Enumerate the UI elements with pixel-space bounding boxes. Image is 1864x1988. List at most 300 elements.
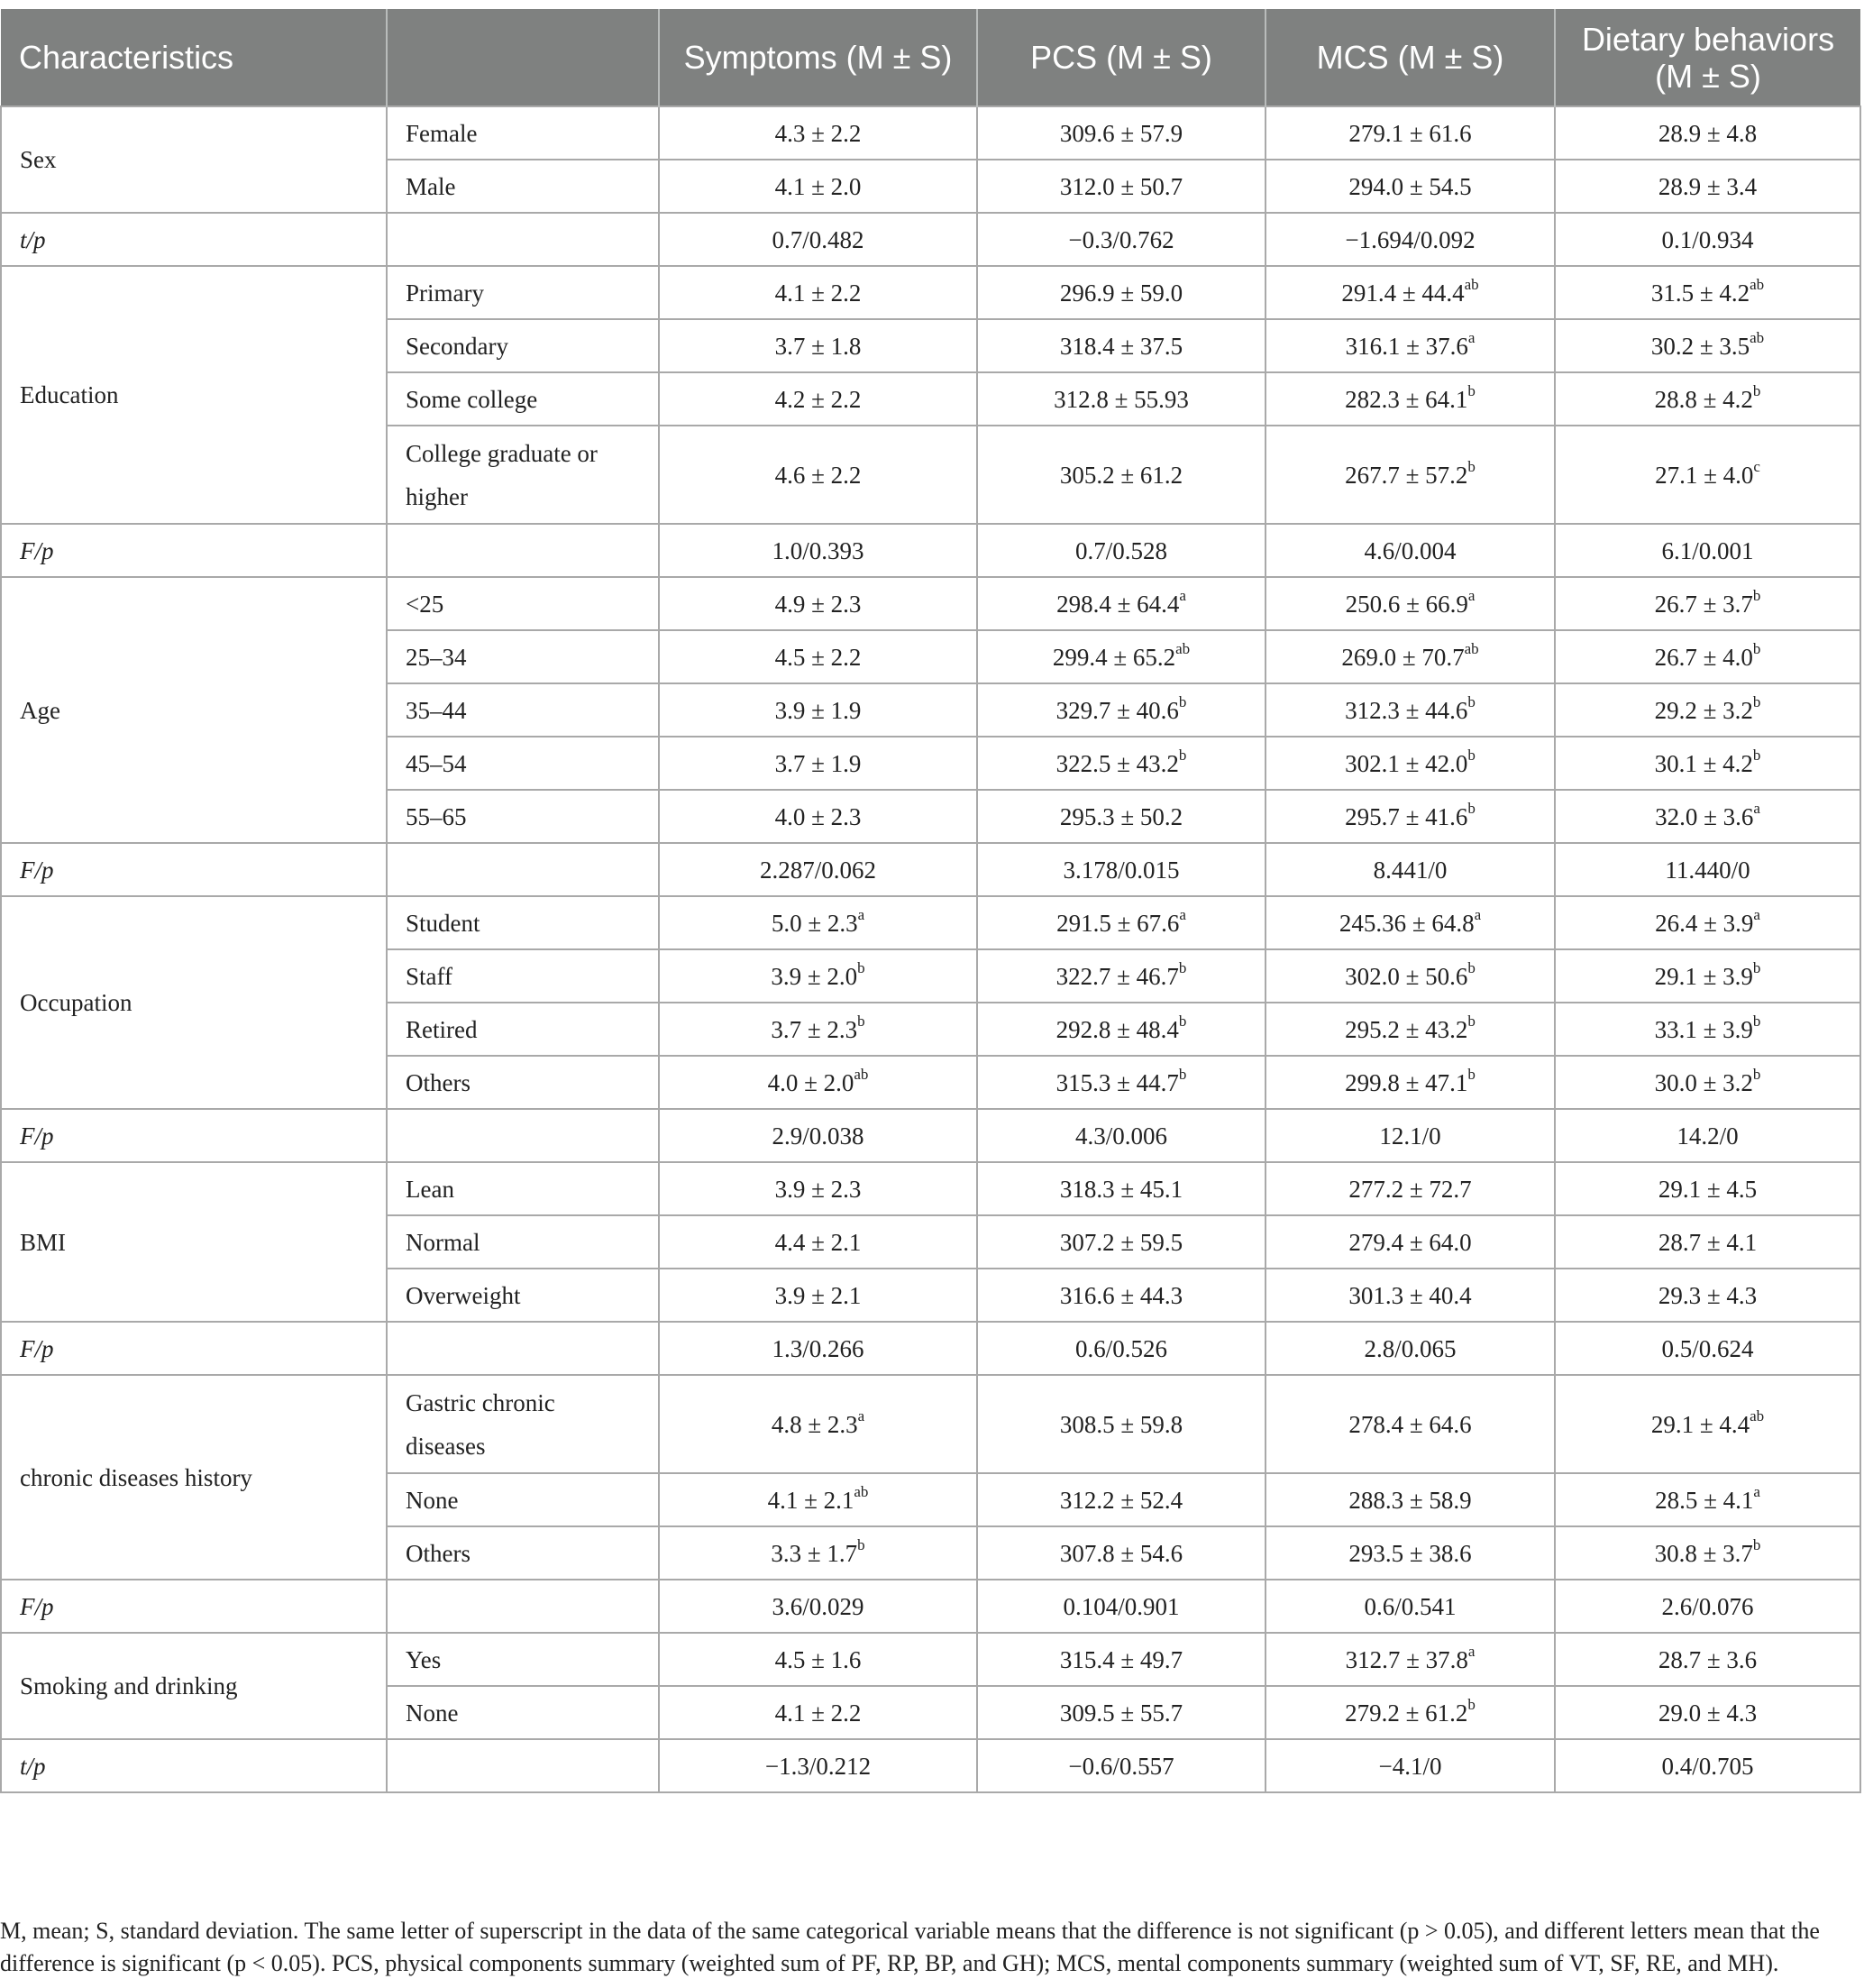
value-text: 28.7 ± 3.6 [1658, 1645, 1758, 1673]
characteristics-table [0, 9, 1861, 1793]
stat-value: 0.1/0.934 [1555, 213, 1860, 266]
value-text: 28.9 ± 3.4 [1658, 172, 1758, 200]
value-cell [977, 1215, 1266, 1269]
subgroup-cell: Staff [387, 949, 659, 1003]
value-text: 302.0 ± 50.6 [1345, 962, 1468, 990]
stat-value: 2.8/0.065 [1266, 1322, 1555, 1375]
value-text: 4.1 ± 2.2 [774, 279, 862, 307]
value-text: 28.9 ± 4.8 [1658, 119, 1758, 147]
empty-cell [387, 213, 659, 266]
significance-letter: b [1178, 958, 1187, 976]
value-cell [977, 683, 1266, 737]
stat-row [1, 1109, 1860, 1162]
value-cell [1555, 1375, 1860, 1473]
value-cell [977, 1269, 1266, 1322]
value-cell [1266, 1269, 1555, 1322]
subgroup-cell: <25 [387, 577, 659, 630]
stat-row [1, 1739, 1860, 1792]
empty-cell [387, 843, 659, 896]
value-text: 26.7 ± 3.7 [1654, 590, 1753, 618]
value-cell [1266, 1215, 1555, 1269]
value-cell [1555, 737, 1860, 790]
value-cell [1555, 630, 1860, 683]
value-cell [1555, 949, 1860, 1003]
value-text: 312.7 ± 37.8 [1345, 1645, 1468, 1673]
value-text: 28.5 ± 4.1 [1655, 1486, 1754, 1514]
significance-letter: b [1752, 1535, 1761, 1553]
subgroup-cell: 45–54 [387, 737, 659, 790]
value-text: 267.7 ± 57.2 [1345, 461, 1468, 489]
stat-value: −1.694/0.092 [1266, 213, 1555, 266]
value-cell [1266, 737, 1555, 790]
header-subgroup [387, 9, 659, 106]
table-row [1, 1162, 1860, 1215]
value-text: 302.1 ± 42.0 [1345, 749, 1468, 777]
stat-label: F/p [1, 524, 387, 577]
stat-value: 1.3/0.266 [659, 1322, 977, 1375]
stat-value: −1.3/0.212 [659, 1739, 977, 1792]
stat-value: 2.287/0.062 [659, 843, 977, 896]
stat-value: 8.441/0 [1266, 843, 1555, 896]
value-text: 29.1 ± 3.9 [1654, 962, 1753, 990]
value-cell [977, 426, 1266, 524]
value-cell [659, 1633, 977, 1686]
stat-value: 3.6/0.029 [659, 1580, 977, 1633]
significance-letter: a [1179, 905, 1186, 923]
subgroup-cell: Student [387, 896, 659, 949]
value-cell [659, 790, 977, 843]
value-cell [1266, 1162, 1555, 1215]
subgroup-cell: Overweight [387, 1269, 659, 1322]
value-text: 28.7 ± 4.1 [1658, 1228, 1758, 1256]
empty-cell [387, 1322, 659, 1375]
value-cell [977, 266, 1266, 319]
value-text: 305.2 ± 61.2 [1059, 461, 1183, 489]
value-cell [1266, 1526, 1555, 1580]
value-text: 29.2 ± 3.2 [1654, 696, 1753, 724]
value-text: 309.6 ± 57.9 [1059, 119, 1183, 147]
subgroup-cell: Normal [387, 1215, 659, 1269]
value-text: 295.3 ± 50.2 [1059, 802, 1183, 830]
value-cell [659, 737, 977, 790]
value-cell [1555, 160, 1860, 213]
value-cell [659, 1056, 977, 1109]
significance-letter: b [1752, 586, 1761, 604]
value-cell [1555, 683, 1860, 737]
stat-value: −4.1/0 [1266, 1739, 1555, 1792]
significance-letter: b [1752, 958, 1761, 976]
value-text: 4.1 ± 2.2 [774, 1699, 862, 1727]
value-cell [659, 683, 977, 737]
significance-letter: ab [1464, 275, 1479, 293]
subgroup-cell: Others [387, 1056, 659, 1109]
value-text: 4.3 ± 2.2 [774, 119, 862, 147]
value-cell [1555, 577, 1860, 630]
significance-letter: c [1753, 457, 1760, 475]
value-cell [659, 577, 977, 630]
significance-letter: ab [1750, 1406, 1765, 1425]
value-cell [659, 1215, 977, 1269]
value-text: 26.7 ± 4.0 [1654, 643, 1753, 671]
value-text: 3.3 ± 1.7 [771, 1539, 858, 1567]
value-text: 295.7 ± 41.6 [1345, 802, 1468, 830]
subgroup-cell: Yes [387, 1633, 659, 1686]
table-row [1, 106, 1860, 160]
stat-row [1, 1322, 1860, 1375]
subgroup-cell: Others [387, 1526, 659, 1580]
significance-letter: b [1467, 799, 1476, 817]
table-body [1, 106, 1860, 1792]
value-text: 278.4 ± 64.6 [1348, 1410, 1472, 1438]
value-text: 4.6 ± 2.2 [774, 461, 862, 489]
value-text: 312.3 ± 44.6 [1345, 696, 1468, 724]
value-cell [659, 1269, 977, 1322]
empty-cell [387, 1580, 659, 1633]
value-text: 4.5 ± 2.2 [774, 643, 862, 671]
value-text: 279.4 ± 64.0 [1348, 1228, 1472, 1256]
value-cell [659, 1526, 977, 1580]
stat-value: 6.1/0.001 [1555, 524, 1860, 577]
stat-label: F/p [1, 1322, 387, 1375]
value-cell [659, 106, 977, 160]
empty-cell [387, 524, 659, 577]
value-text: 4.1 ± 2.0 [774, 172, 862, 200]
value-cell [1555, 1003, 1860, 1056]
value-cell [977, 160, 1266, 213]
subgroup-cell: None [387, 1686, 659, 1739]
subgroup-cell: 25–34 [387, 630, 659, 683]
value-text: 296.9 ± 59.0 [1059, 279, 1183, 307]
value-cell [1555, 1686, 1860, 1739]
value-cell [1266, 106, 1555, 160]
value-text: 298.4 ± 64.4 [1056, 590, 1180, 618]
category-cell: Age [1, 577, 387, 843]
value-text: 307.2 ± 59.5 [1059, 1228, 1183, 1256]
header-symptoms: Symptoms (M ± S) [659, 9, 977, 106]
value-text: 26.4 ± 3.9 [1655, 909, 1754, 937]
significance-letter: b [1752, 1012, 1761, 1030]
value-text: 4.8 ± 2.3 [771, 1410, 858, 1438]
stat-value: 12.1/0 [1266, 1109, 1555, 1162]
value-text: 315.3 ± 44.7 [1055, 1068, 1179, 1096]
value-text: 29.1 ± 4.5 [1658, 1175, 1758, 1203]
value-cell [1266, 896, 1555, 949]
value-text: 245.36 ± 64.8 [1339, 909, 1475, 937]
value-cell [1555, 1269, 1860, 1322]
subgroup-cell: Secondary [387, 319, 659, 372]
value-cell [1555, 106, 1860, 160]
stat-value: 4.3/0.006 [977, 1109, 1266, 1162]
value-cell [977, 1003, 1266, 1056]
value-text: 30.0 ± 3.2 [1654, 1068, 1753, 1096]
value-text: 3.9 ± 2.0 [771, 962, 858, 990]
value-text: 291.4 ± 44.4 [1341, 279, 1465, 307]
significance-letter: a [857, 905, 865, 923]
stat-value: 0.5/0.624 [1555, 1322, 1860, 1375]
table-row [1, 1633, 1860, 1686]
table-row [1, 1375, 1860, 1473]
value-cell [1266, 630, 1555, 683]
value-text: 293.5 ± 38.6 [1348, 1539, 1472, 1567]
value-text: 4.2 ± 2.2 [774, 385, 862, 413]
value-text: 28.8 ± 4.2 [1654, 385, 1753, 413]
stat-value: 1.0/0.393 [659, 524, 977, 577]
value-cell [977, 1473, 1266, 1526]
value-cell [977, 577, 1266, 630]
value-text: 308.5 ± 59.8 [1059, 1410, 1183, 1438]
category-cell: Sex [1, 106, 387, 213]
value-text: 3.7 ± 1.9 [774, 749, 862, 777]
value-cell [1555, 266, 1860, 319]
category-cell: BMI [1, 1162, 387, 1322]
significance-letter: a [857, 1406, 865, 1425]
subgroup-cell: Some college [387, 372, 659, 426]
stat-value: 0.104/0.901 [977, 1580, 1266, 1633]
value-cell [977, 1686, 1266, 1739]
stat-value: 0.6/0.541 [1266, 1580, 1555, 1633]
significance-letter: b [1467, 1065, 1476, 1083]
value-text: 322.7 ± 46.7 [1055, 962, 1179, 990]
header-row [1, 9, 1860, 106]
value-text: 31.5 ± 4.2 [1650, 279, 1750, 307]
value-cell [977, 1162, 1266, 1215]
value-text: 4.1 ± 2.1 [767, 1486, 854, 1514]
value-cell [1266, 372, 1555, 426]
value-text: 279.1 ± 61.6 [1348, 119, 1472, 147]
value-text: 312.8 ± 55.93 [1054, 385, 1189, 413]
value-text: 316.1 ± 37.6 [1345, 332, 1468, 360]
value-cell [1555, 1162, 1860, 1215]
stat-value: 0.6/0.526 [977, 1322, 1266, 1375]
value-text: 29.0 ± 4.3 [1658, 1699, 1758, 1727]
significance-letter: ab [1464, 639, 1479, 657]
value-text: 309.5 ± 55.7 [1059, 1699, 1183, 1727]
value-cell [977, 949, 1266, 1003]
value-cell [659, 266, 977, 319]
significance-letter: b [1178, 1012, 1187, 1030]
value-cell [659, 1375, 977, 1473]
significance-letter: ab [854, 1065, 869, 1083]
stat-value: 0.7/0.482 [659, 213, 977, 266]
value-cell [1266, 1473, 1555, 1526]
value-text: 299.8 ± 47.1 [1345, 1068, 1468, 1096]
header-pcs: PCS (M ± S) [977, 9, 1266, 106]
value-text: 318.3 ± 45.1 [1059, 1175, 1183, 1203]
value-text: 29.1 ± 4.4 [1650, 1410, 1750, 1438]
value-text: 288.3 ± 58.9 [1348, 1486, 1472, 1514]
value-cell [1555, 1056, 1860, 1109]
stat-value: 14.2/0 [1555, 1109, 1860, 1162]
value-cell [1266, 266, 1555, 319]
value-text: 4.0 ± 2.3 [774, 802, 862, 830]
value-cell [1555, 426, 1860, 524]
empty-cell [387, 1739, 659, 1792]
value-cell [659, 1686, 977, 1739]
significance-letter: a [1179, 586, 1186, 604]
empty-cell [387, 1109, 659, 1162]
significance-letter: a [1753, 1482, 1760, 1500]
table-row [1, 577, 1860, 630]
significance-letter: a [1753, 799, 1760, 817]
value-text: 30.2 ± 3.5 [1650, 332, 1750, 360]
value-text: 312.0 ± 50.7 [1059, 172, 1183, 200]
value-text: 301.3 ± 40.4 [1348, 1281, 1472, 1309]
value-cell [1555, 1526, 1860, 1580]
subgroup-cell: 35–44 [387, 683, 659, 737]
value-cell [1266, 949, 1555, 1003]
value-cell [977, 372, 1266, 426]
value-cell [1555, 790, 1860, 843]
significance-letter: b [1467, 746, 1476, 764]
value-cell [1555, 319, 1860, 372]
value-text: 4.4 ± 2.1 [774, 1228, 862, 1256]
significance-letter: a [1474, 905, 1482, 923]
stat-value: −0.3/0.762 [977, 213, 1266, 266]
significance-letter: b [1467, 381, 1476, 399]
subgroup-cell: Lean [387, 1162, 659, 1215]
significance-letter: b [857, 1012, 865, 1030]
significance-letter: b [1752, 692, 1761, 710]
value-text: 4.0 ± 2.0 [767, 1068, 854, 1096]
subgroup-cell: 55–65 [387, 790, 659, 843]
significance-letter: b [1467, 457, 1476, 475]
stat-label: t/p [1, 213, 387, 266]
stat-label: F/p [1, 1580, 387, 1633]
stat-label: t/p [1, 1739, 387, 1792]
value-text: 3.9 ± 1.9 [774, 696, 862, 724]
stat-row [1, 843, 1860, 896]
value-cell [1266, 426, 1555, 524]
significance-letter: ab [1750, 275, 1765, 293]
value-text: 269.0 ± 70.7 [1341, 643, 1465, 671]
value-text: 329.7 ± 40.6 [1055, 696, 1179, 724]
value-cell [659, 896, 977, 949]
value-cell [1555, 1633, 1860, 1686]
value-cell [1555, 1473, 1860, 1526]
value-text: 292.8 ± 48.4 [1055, 1015, 1179, 1043]
value-text: 318.4 ± 37.5 [1059, 332, 1183, 360]
value-cell [1555, 1215, 1860, 1269]
significance-letter: b [1467, 1012, 1476, 1030]
value-cell [1266, 319, 1555, 372]
subgroup-cell: College graduate or higher [387, 426, 659, 524]
value-cell [659, 1162, 977, 1215]
value-cell [977, 630, 1266, 683]
category-cell: Education [1, 266, 387, 524]
significance-letter: b [1467, 958, 1476, 976]
value-cell [1266, 1003, 1555, 1056]
value-text: 316.6 ± 44.3 [1059, 1281, 1183, 1309]
header-mcs: MCS (M ± S) [1266, 9, 1555, 106]
significance-letter: b [1467, 1695, 1476, 1713]
significance-letter: b [1752, 746, 1761, 764]
significance-letter: b [1467, 692, 1476, 710]
value-cell [1266, 1056, 1555, 1109]
table-row [1, 266, 1860, 319]
stat-value: 0.7/0.528 [977, 524, 1266, 577]
category-cell: Occupation [1, 896, 387, 1109]
value-cell [977, 896, 1266, 949]
value-text: 3.7 ± 2.3 [771, 1015, 858, 1043]
value-text: 295.2 ± 43.2 [1345, 1015, 1468, 1043]
table-row [1, 896, 1860, 949]
value-text: 322.5 ± 43.2 [1055, 749, 1179, 777]
stat-value: −0.6/0.557 [977, 1739, 1266, 1792]
value-cell [977, 319, 1266, 372]
significance-letter: ab [1175, 639, 1191, 657]
header-dietary: Dietary behaviors (M ± S) [1555, 9, 1860, 106]
stat-row [1, 524, 1860, 577]
significance-letter: ab [854, 1482, 869, 1500]
table-footnote: M, mean; S, standard deviation. The same letter of superscript in the data of the same categorical variable means that the difference is not significant (p > 0.05), and different letters mean that the difference is significant (p < 0.05). PCS, physical components summary (weighted sum of PF, RP, BP, and GH); MCS, mental components summary (weighted sum of VT, SF, RE, and MH). [0, 1918, 1820, 1976]
value-cell [659, 630, 977, 683]
value-text: 250.6 ± 66.9 [1345, 590, 1468, 618]
value-text: 30.8 ± 3.7 [1654, 1539, 1753, 1567]
value-text: 4.5 ± 1.6 [774, 1645, 862, 1673]
value-text: 312.2 ± 52.4 [1059, 1486, 1183, 1514]
value-cell [659, 1473, 977, 1526]
significance-letter: b [1178, 1065, 1187, 1083]
value-text: 307.8 ± 54.6 [1059, 1539, 1183, 1567]
value-text: 3.7 ± 1.8 [774, 332, 862, 360]
stat-row [1, 1580, 1860, 1633]
value-text: 32.0 ± 3.6 [1655, 802, 1754, 830]
stat-value: 2.9/0.038 [659, 1109, 977, 1162]
value-text: 3.9 ± 2.1 [774, 1281, 862, 1309]
value-cell [1266, 1375, 1555, 1473]
value-cell [1266, 683, 1555, 737]
value-text: 33.1 ± 3.9 [1654, 1015, 1753, 1043]
significance-letter: b [1752, 639, 1761, 657]
significance-letter: a [1467, 586, 1476, 604]
stat-value: 0.4/0.705 [1555, 1739, 1860, 1792]
subgroup-cell: Primary [387, 266, 659, 319]
value-text: 3.9 ± 2.3 [774, 1175, 862, 1203]
subgroup-cell: None [387, 1473, 659, 1526]
stat-value: 3.178/0.015 [977, 843, 1266, 896]
value-cell [977, 1056, 1266, 1109]
value-cell [1266, 1686, 1555, 1739]
value-text: 30.1 ± 4.2 [1654, 749, 1753, 777]
significance-letter: b [1752, 381, 1761, 399]
value-text: 315.4 ± 49.7 [1059, 1645, 1183, 1673]
value-cell [977, 1375, 1266, 1473]
significance-letter: b [857, 1535, 865, 1553]
value-cell [977, 737, 1266, 790]
stat-row [1, 213, 1860, 266]
value-cell [659, 949, 977, 1003]
significance-letter: b [1752, 1065, 1761, 1083]
value-text: 4.9 ± 2.3 [774, 590, 862, 618]
header-characteristics: Characteristics [1, 9, 387, 106]
subgroup-cell: Gastric chronic diseases [387, 1375, 659, 1473]
value-cell [977, 106, 1266, 160]
significance-letter: a [1467, 1642, 1476, 1660]
value-text: 299.4 ± 65.2 [1052, 643, 1176, 671]
significance-letter: b [1178, 746, 1187, 764]
value-cell [1266, 790, 1555, 843]
value-cell [659, 1003, 977, 1056]
stat-value: 2.6/0.076 [1555, 1580, 1860, 1633]
subgroup-cell: Retired [387, 1003, 659, 1056]
value-text: 294.0 ± 54.5 [1348, 172, 1472, 200]
stat-value: 11.440/0 [1555, 843, 1860, 896]
category-cell: chronic diseases history [1, 1375, 387, 1580]
value-cell [1266, 577, 1555, 630]
value-cell [1555, 896, 1860, 949]
value-cell [1266, 160, 1555, 213]
value-cell [659, 319, 977, 372]
